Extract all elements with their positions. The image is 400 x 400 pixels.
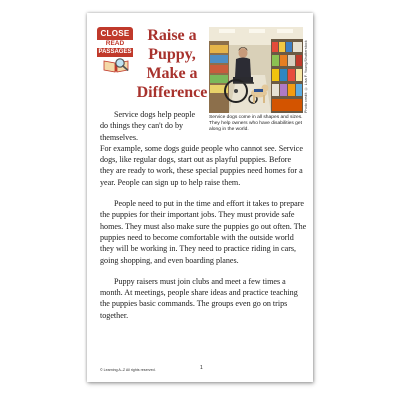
- copyright-notice: © Learning A–Z All rights reserved.: [100, 368, 156, 372]
- photo-credit: Photo credit: © Lisa F. Young/Shutterstock: [304, 40, 308, 113]
- paragraph-1-rest: For example, some dogs guide people who cannot see. Service dogs, like regular dogs, start out as playful puppies. Before they are ready to work, these special puppies need homes for a year. People can sign up to help raise them.: [100, 143, 303, 187]
- passage-title: [135, 26, 209, 102]
- logo-passages-text: PASSAGES: [98, 49, 132, 55]
- title-line: Make a: [146, 65, 198, 82]
- page-number: 1: [200, 365, 203, 371]
- passage-body: [100, 109, 307, 331]
- title-line: Difference: [136, 84, 208, 101]
- close-read-passages-logo: [97, 27, 133, 73]
- title-line: Raise a: [147, 27, 197, 44]
- paragraph-1-intro: Service dogs help people do things they can't do by themselves.: [100, 110, 196, 142]
- service-dog-photo: [209, 27, 303, 113]
- magnifier-over-book-icon: [102, 57, 130, 73]
- paragraph-2: People need to put in the time and effort it takes to prepare the puppies for their important jobs. They must provide safe homes. They must also make sure the puppies go out often. The puppies need to become comfortable with the outside world they will be working in. They need to practice riding in cars, going shopping, and even boarding planes.: [100, 199, 307, 265]
- logo-read-text: READ: [100, 40, 130, 48]
- photo-caption: Service dogs come in all shapes and sizes. They help owners who have disabilities get along in the world.: [209, 115, 303, 132]
- passage-page: [87, 13, 313, 382]
- logo-close-text: CLOSE: [97, 27, 133, 40]
- title-line: Puppy,: [148, 46, 196, 63]
- paragraph-3: Puppy raisers must join clubs and meet a few times a month. At meetings, people share ideas and practice teaching the puppies basic commands. The groups even go on trips together.: [100, 276, 298, 320]
